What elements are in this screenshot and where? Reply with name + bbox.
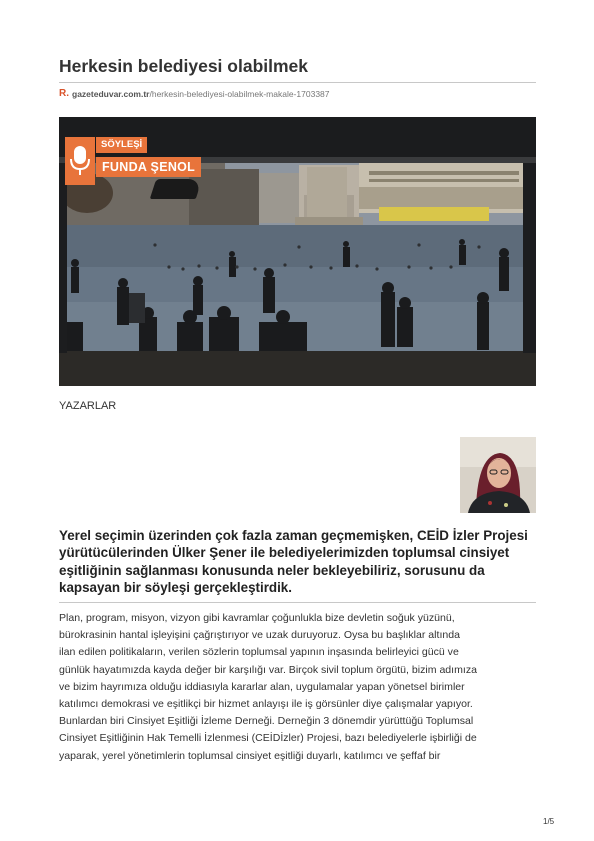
page-title: Herkesin belediyesi olabilmek bbox=[59, 56, 309, 76]
lead-divider bbox=[59, 602, 536, 603]
body-line: yaparak, yerel yönetimlerin toplumsal cinsiyet eşitliği duyarlı, katılımcı ve şeffaf bir bbox=[59, 749, 441, 762]
body-line: ve bizim hayrımıza olduğu iddiasıyla kararlar alan, uygulamalar yapan yönetsel birimler bbox=[59, 680, 465, 693]
body-line: ilan edilen politikaların, verilen sözlerin toplumsal yapının inşasında belirleyici gücü ve bbox=[59, 646, 459, 659]
body-line: Bunlardan biri Cinsiyet Eşitliği İzleme Derneği. Derneğin 3 dönemdir yürüttüğü Toplumsal bbox=[59, 715, 474, 728]
author-tag: FUNDA ŞENOL bbox=[96, 157, 201, 177]
article-body bbox=[59, 610, 537, 765]
body-line: günlük hayatımızda kayda değer bir karşılığı var. Birçok sivil toplum örgütü, bizim adımıza bbox=[59, 663, 477, 676]
article-lead: Yerel seçimin üzerinden çok fazla zaman geçmemişken, CEİD İzler Projesi yürütücülerinden Ülker Şener ile belediyelerimizden toplumsal cinsiyet eşitliğinin sağlanması konusunda neler bekleyebiliriz, sorusunu da kapsayan bir söyleşi gerçekleştirdik. bbox=[59, 528, 528, 596]
source-domain[interactable]: gazeteduvar.com.tr bbox=[72, 88, 150, 99]
author-avatar bbox=[460, 437, 536, 513]
body-line: Plan, program, misyon, vizyon gibi kavramlar çoğunlukla bize devletin soğuk yüzünü, bbox=[59, 612, 455, 624]
site-favicon-icon: R. bbox=[59, 88, 69, 99]
source-path[interactable]: /herkesin-belediyesi-olabilmek-makale-1703387 bbox=[149, 88, 330, 99]
page-number: 1/5 bbox=[543, 817, 555, 826]
body-line: bürokrasinin hantal işleyişini çağrıştırıyor ve uzak duruyoruz. Oysa bu başlıklar altında bbox=[59, 629, 460, 642]
hand-cursor-icon bbox=[150, 179, 202, 199]
interview-badge: SÖYLEŞİ bbox=[96, 137, 147, 153]
source-url[interactable] bbox=[59, 88, 330, 99]
hero-image bbox=[59, 117, 536, 386]
body-line: katılımcı demokrasi ve eşitlikçi bir hizmet anlayışı ile iş görsünler diye çalışmalar yapıyor. bbox=[59, 698, 473, 711]
title-divider bbox=[59, 82, 536, 83]
body-line: Cinsiyet Eşitliğinin Hak Temelli İzlenmesi (CEİDİzler) Projesi, bazı belediyelerle işbirliği de bbox=[59, 732, 477, 745]
section-label[interactable]: YAZARLAR bbox=[59, 400, 117, 412]
